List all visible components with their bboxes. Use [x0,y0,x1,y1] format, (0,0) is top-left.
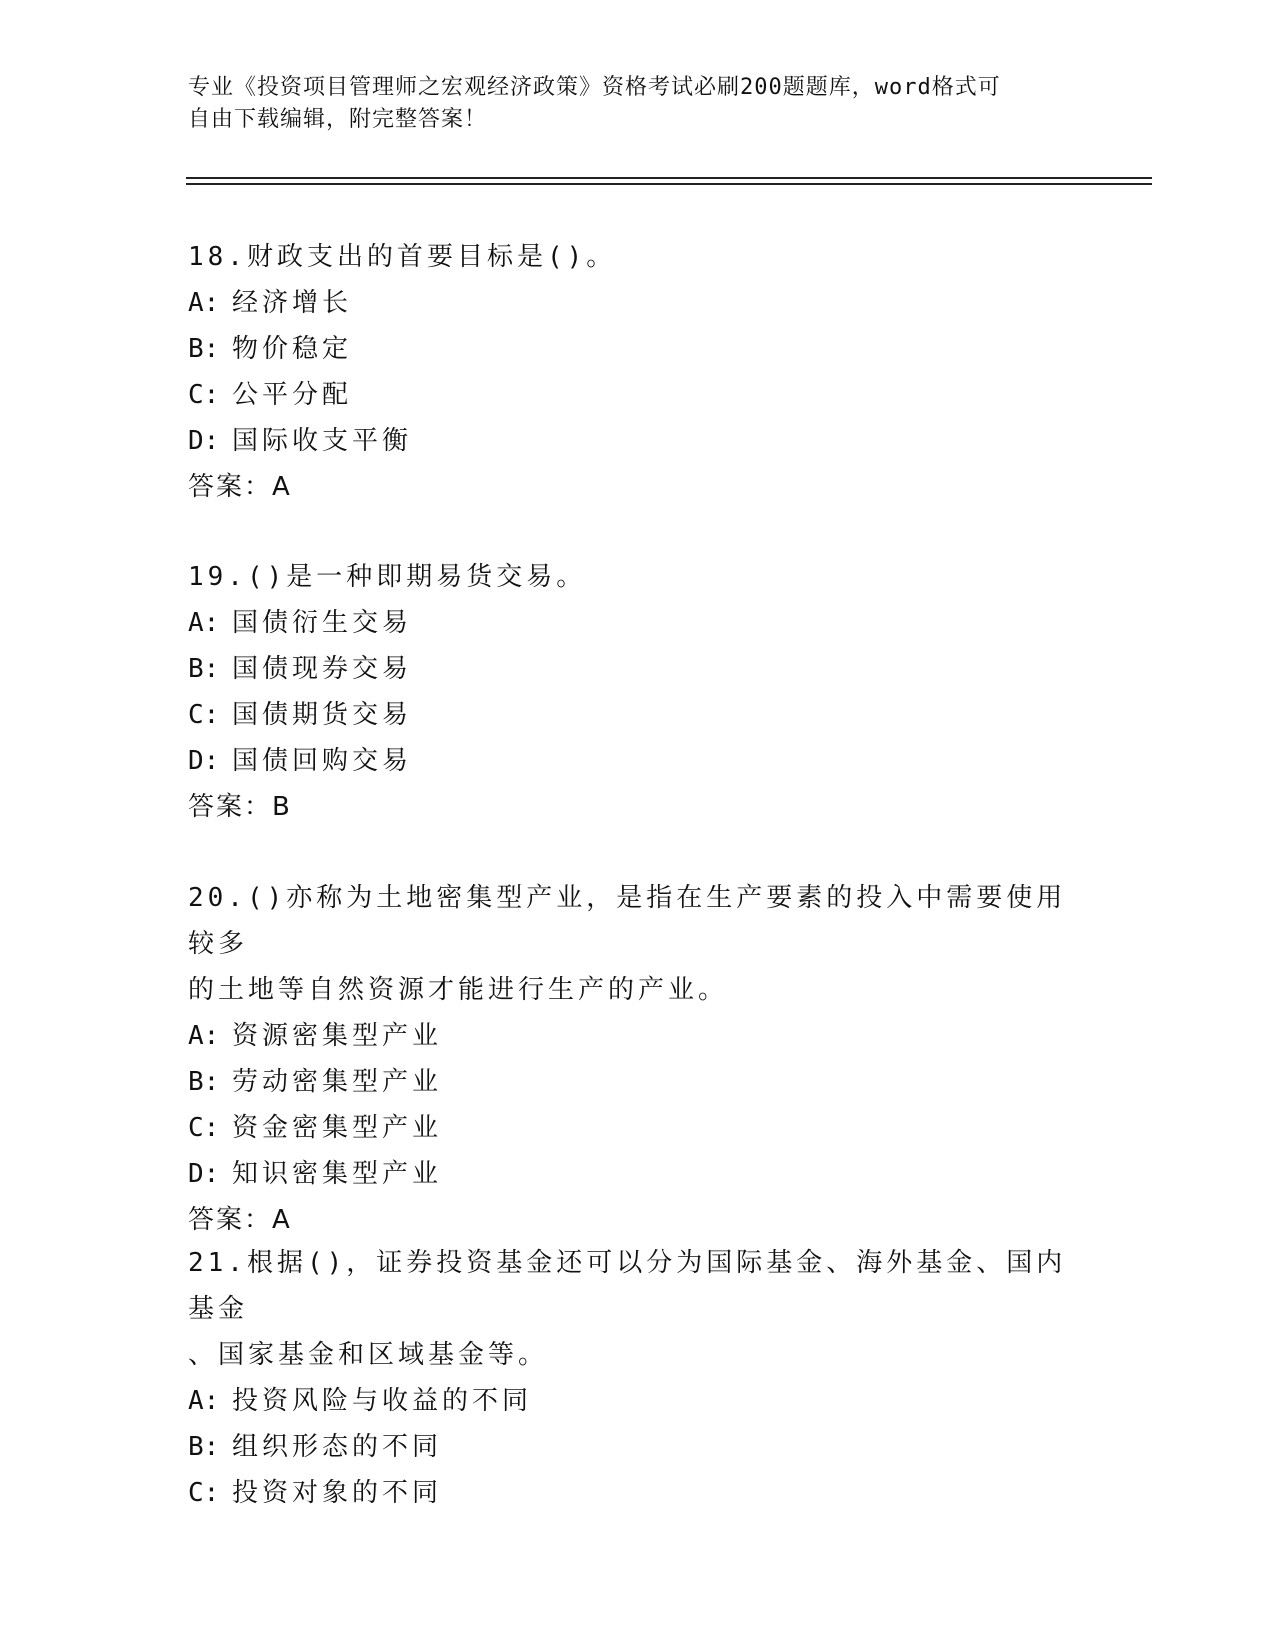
option-a [188,600,1088,646]
option-key: C: [188,380,220,410]
option-d [188,738,1088,784]
question-19 [188,554,1088,830]
option-key: A: [188,608,220,638]
question-18 [188,234,1088,510]
option-key: B: [188,334,220,364]
question-stem-line-2: 、国家基金和区域基金等。 [188,1340,549,1370]
option-b [188,1059,1088,1105]
option-key: A: [188,288,220,318]
option-a [188,1378,1088,1424]
header-divider-bottom [186,183,1152,185]
option-c [188,1470,1088,1516]
question-stem-line-2: 的土地等自然资源才能进行生产的产业。 [188,975,729,1005]
answer-line: 答案：A [188,472,292,502]
option-key: B: [188,1432,220,1462]
answer-line: 答案：B [188,792,292,822]
option-a [188,1013,1088,1059]
option-b [188,1424,1088,1470]
option-text: 国债回购交易 [232,746,413,776]
header-line-1: 专业《投资项目管理师之宏观经济政策》资格考试必刷200题题库，word格式可 [188,75,1001,100]
option-key: C: [188,1478,220,1508]
option-key: D: [188,746,220,776]
option-b [188,646,1088,692]
option-text: 国债现券交易 [232,654,413,684]
option-text: 劳动密集型产业 [232,1067,443,1097]
option-c [188,692,1088,738]
option-c [188,372,1088,418]
option-d [188,1151,1088,1197]
option-text: 资源密集型产业 [232,1021,443,1051]
option-text: 组织形态的不同 [232,1432,443,1462]
option-key: A: [188,1021,220,1051]
option-key: D: [188,1159,220,1189]
option-text: 资金密集型产业 [232,1113,443,1143]
header-line-2: 自由下载编辑，附完整答案！ [188,107,488,132]
option-key: C: [188,1113,220,1143]
option-text: 物价稳定 [232,334,353,364]
option-text: 国际收支平衡 [232,426,413,456]
question-stem: 18.财政支出的首要目标是()。 [188,242,617,272]
option-text: 国债期货交易 [232,700,413,730]
option-key: D: [188,426,220,456]
option-text: 公平分配 [232,380,353,410]
question-stem-line-1: 21.根据()，证券投资基金还可以分为国际基金、海外基金、国内基金 [188,1248,1067,1324]
option-c [188,1105,1088,1151]
question-stem: 19.()是一种即期易货交易。 [188,562,587,592]
option-key: B: [188,654,220,684]
option-key: B: [188,1067,220,1097]
answer-line: 答案：A [188,1205,292,1235]
option-b [188,326,1088,372]
question-20 [188,875,1088,1243]
option-key: C: [188,700,220,730]
option-key: A: [188,1386,220,1416]
question-21 [188,1240,1088,1516]
option-text: 投资风险与收益的不同 [232,1386,533,1416]
option-text: 经济增长 [232,288,353,318]
option-text: 投资对象的不同 [232,1478,443,1508]
header-divider-top [186,177,1152,179]
option-d [188,418,1088,464]
document-header [188,72,1068,136]
option-text: 知识密集型产业 [232,1159,443,1189]
question-stem-line-1: 20.()亦称为土地密集型产业，是指在生产要素的投入中需要使用较多 [188,883,1067,959]
option-a [188,280,1088,326]
option-text: 国债衍生交易 [232,608,413,638]
